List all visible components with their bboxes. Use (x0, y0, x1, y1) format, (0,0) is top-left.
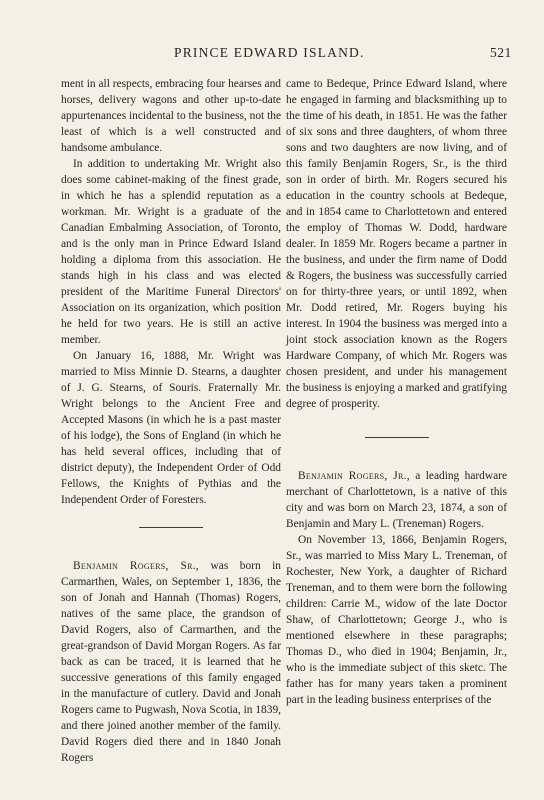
left-column (61, 76, 281, 766)
running-header (0, 45, 544, 63)
paragraph-rogers-jr-text: a leading hardware merchant of Charlottetown, is a native of this city and was born on March 23, 1874, a son of Benjamin and Mary L. (Treneman) Rogers. (286, 470, 507, 530)
paragraph-rogers-sr-text: was born in Carmarthen, Wales, on September 1, 1836, the son of Jonah and Hannah (Thomas) Rogers, natives of the same place, the grandson of David Rogers, also of Carmarthen, and the great-grandson of David Morgan Rogers. As far back as can be traced, it is learned that he successive generations of this family engaged in the manufacture of cutlery. David and Jonah Rogers came to Pugwash, Nova Scotia, in 1839, and there joined another member of the family. David Rogers died there and in 1840 Jonah Rogers (61, 560, 281, 764)
paragraph-bedeque: came to Bedeque, Prince Edward Island, where he engaged in farming and blacksmithing up to the time of his death, in 1851. He was the father of six sons and three daughters, of whom three sons and two daughters are now living, and of this family Benjamin Rogers, Sr., is the third son in order of birth. Mr. Rogers secured his education in the country schools at Bedeque, and in 1854 came to Charlottetown and entered the employ of Thomas W. Dodd, hardware dealer. In 1859 Mr. Rogers became a partner in the business, and under the firm name of Dodd & Rogers, the business was successfully carried on for thirty-three years, or until 1892, when Mr. Dodd retired, Mr. Rogers buying his interest. In 1904 the business was merged into a joint stock association known as the Rogers Hardware Company, of which Mr. Rogers was chosen president, and under his management the business is enjoying a marked and gratifying degree of prosperity. (286, 78, 507, 410)
paragraph-children: On November 13, 1866, Benjamin Rogers, Sr., was married to Miss Mary L. Treneman, of Rochester, New York, a daughter of Richard Treneman, and to them were born the following children: Carrie M., widow of the late Doctor Shaw, of Charlottetown; George J., who is mentioned elsewhere in these paragraphs; Thomas D., who died in 1904; Benjamin, Jr., who is the immediate subject of this sketc. The father has for many years taken a prominent part in the leading business enterprises of the (286, 534, 507, 706)
right-column (286, 76, 507, 708)
paragraph-marriage-wright: On January 16, 1888, Mr. Wright was married to Miss Minnie D. Stearns, a daughter of J. G. Stearns, of Souris. Fraternally Mr. Wright belongs to the Ancient Free and Accepted Masons (in which he is a past master of his lodge), the Sons of England (in which he has held several offices, including that of district deputy), the Independent Order of Odd Fellows, the Knights of Pythias and the Independent Order of Foresters. (61, 350, 281, 506)
page-number: 521 (490, 45, 512, 60)
paragraph-rogers-sr (61, 558, 281, 766)
paragraph-cabinet-making: In addition to undertaking Mr. Wright also does some cabinet-making of the finest grade, in which he has a splendid reputation as a workman. Mr. Wright is a graduate of the Canadian Embalming Association, of Toronto, and is the only man in Prince Edward Island holding a diploma from this association. He stands high in his class and was elected president of the Maritime Funeral Directors' Association on its organization, which position he held for two years. He is still an active member. (61, 158, 281, 346)
paragraph-rogers-jr (286, 468, 507, 532)
running-title: PRINCE EDWARD ISLAND. (174, 45, 365, 60)
paragraph-ambulance: ment in all respects, embracing four hearses and horses, delivery wagons and other up-to-date appurtenances incidental to the business, not the least of which is a well constructed and handsome ambulance. (61, 78, 281, 154)
subject-name: Benjamin Rogers, Jr., (298, 470, 410, 482)
subject-name: Benjamin Rogers, Sr., (73, 560, 200, 572)
